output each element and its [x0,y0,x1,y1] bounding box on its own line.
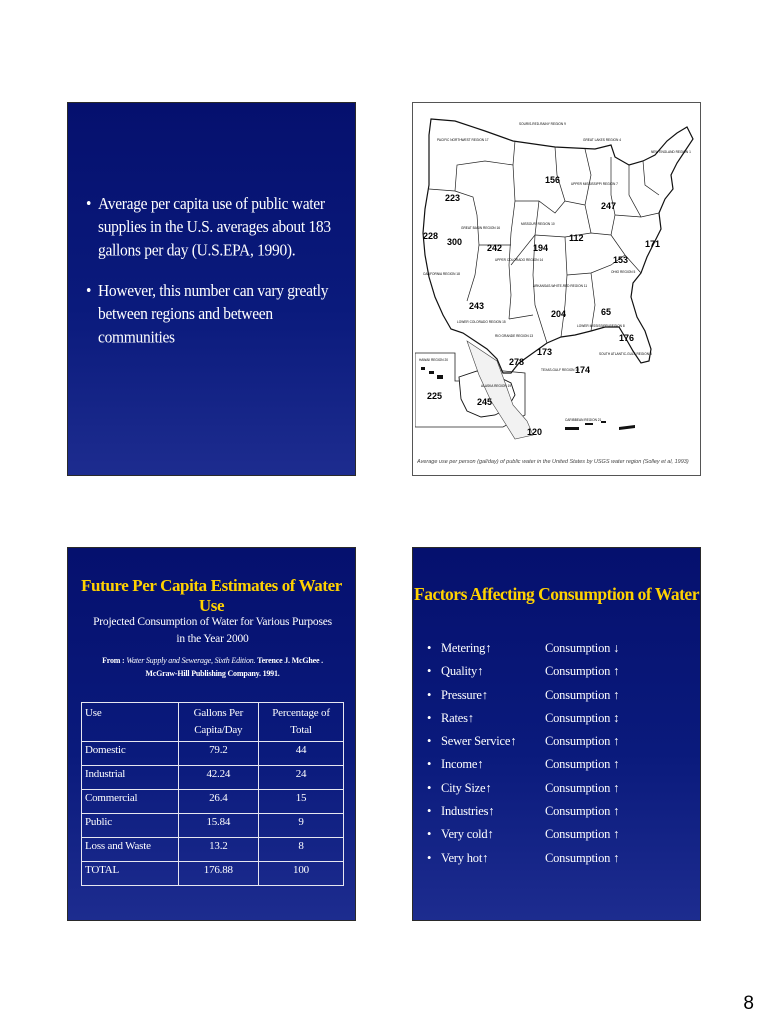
map-value: 153 [613,255,629,265]
map-value: 243 [469,301,485,311]
table-cell: 44 [259,742,344,766]
region-label: UPPER COLORADO REGION 14 [495,258,544,262]
table-cell: 100 [259,862,344,886]
table-cell: Industrial [82,766,179,790]
map-value: 65 [601,307,612,317]
table-row [82,766,344,790]
slide-subtitle: Projected Consumption of Water for Various Purposes in the Year 2000 [93,616,332,645]
map-value: 245 [477,397,493,407]
region-label: NEW ENGLAND REGION 1 [651,150,691,154]
region-label: CALIFORNIA REGION 18 [423,272,460,276]
region-label: SOUTH ATLANTIC-GULF REGION 3 [599,352,652,356]
table-cell: 42.24 [178,766,258,790]
factor-effect: Consumption ↑ [545,734,620,749]
factor-effect: Consumption ↑ [545,687,620,702]
region-label: UPPER MISSISSIPPI REGION 7 [571,182,618,186]
map-value: 247 [601,201,617,211]
table-row [82,814,344,838]
map-value: 194 [533,243,549,253]
region-label: ALASKA REGION 19 [481,384,512,388]
table-header: Percentage of Total [259,703,344,742]
region-label: GREAT BASIN REGION 16 [461,226,501,230]
table-cell: 8 [259,838,344,862]
table-cell: 79.2 [178,742,258,766]
consumption-table [81,702,344,886]
slide-us-water-map [412,102,701,476]
factor-effect: Consumption ↑ [545,827,620,842]
map-value: 171 [645,239,661,249]
list-item: • Pressure↑ Consumption ↑ [427,685,687,708]
factor-label: Rates↑ [441,710,474,725]
slide-title: Future Per Capita Estimates of Water Use [81,576,342,615]
map-value: 156 [545,175,561,185]
table-cell: 9 [259,814,344,838]
table-cell: Loss and Waste [82,838,179,862]
factor-label: Industries↑ [441,804,495,819]
table-row [82,790,344,814]
factor-effect: Consumption ↑ [545,780,620,795]
table-header-row [82,703,344,742]
table-cell: Commercial [82,790,179,814]
factor-effect: Consumption ↑ [545,850,620,865]
table-cell: 176.88 [178,862,258,886]
list-item: • Quality↑ Consumption ↑ [427,661,687,684]
us-water-regions-map [415,105,698,449]
map-value: 278 [509,357,525,367]
table-cell: Public [82,814,179,838]
slide-title: Factors Affecting Consumption of Water [414,584,699,604]
table-header: Use [82,703,179,742]
list-item: • Rates↑ Consumption ↕ [427,708,687,731]
region-label: CARIBBEAN REGION 21 [565,418,602,422]
factor-effect: Consumption ↕ [545,710,620,725]
region-label: OHIO REGION 5 [611,270,636,274]
region-label: SOURIS-RED-RAINY REGION 9 [519,122,566,126]
table-cell: Domestic [82,742,179,766]
list-item: • Very cold↑ Consumption ↑ [427,824,687,847]
table-row [82,742,344,766]
map-value: 174 [575,365,591,375]
slide-consumption-factors [412,547,701,921]
map-value: 204 [551,309,567,319]
table-cell: 24 [259,766,344,790]
slide-future-estimates [67,547,356,921]
factor-effect: Consumption ↑ [545,664,620,679]
factor-effect: Consumption ↓ [545,641,620,655]
table-row [82,862,344,886]
factor-label: Metering↑ [441,641,492,655]
region-label: LOWER COLORADO REGION 15 [457,320,506,324]
map-value: 176 [619,333,635,343]
region-label: PACIFIC NORTHWEST REGION 17 [437,138,489,142]
list-item: • City Size↑ Consumption ↑ [427,778,687,801]
factor-label: Income↑ [441,757,484,772]
source-citation [86,654,339,680]
list-item: • Metering↑ Consumption ↓ [427,638,687,661]
list-item: • Sewer Service↑ Consumption ↑ [427,731,687,754]
table-cell: 13.2 [178,838,258,862]
table-cell: 15 [259,790,344,814]
source-book: Water Supply and Sewerage, Sixth Edition. [126,656,256,665]
region-label: LOWER MISSISSIPPI REGION 8 [577,324,625,328]
region-label: GREAT LAKES REGION 4 [583,138,621,142]
page-number: 8 [743,993,754,1014]
map-value: 112 [569,233,584,243]
region-label: TEXAS-GULF REGION 12 [541,368,579,372]
map-value: 228 [423,231,439,241]
source-rest: Terence J. McGhee . McGraw-Hill Publishing Company. 1991. [145,656,323,678]
list-item: • Industries↑ Consumption ↑ [427,801,687,824]
bullet-item: • However, this number can vary greatly between regions and between communities [86,280,348,350]
map-value: 120 [527,427,543,437]
table-header: Gallons Per Capita/Day [178,703,258,742]
factor-effect: Consumption ↑ [545,804,620,819]
map-value: 225 [427,391,443,401]
factor-label: Sewer Service↑ [441,734,517,749]
table-row [82,838,344,862]
region-label: MISSOURI REGION 10 [521,222,555,226]
bullet-item: • Average per capita use of public water supplies in the U.S. averages about 183 gallons per day (U.S.EPA, 1990). [86,193,348,263]
bullet-list [86,195,348,369]
factor-label: Quality↑ [441,664,484,679]
factor-label: Very cold↑ [441,827,494,842]
caribbean-islands [565,421,635,430]
table-cell: 15.84 [178,814,258,838]
region-label: RIO GRANDE REGION 13 [495,334,534,338]
map-caption: Average use per person (gal/day) of public water in the United States by USGS water region (Solley et al, 1993) [417,459,689,465]
factor-list [427,638,687,871]
factor-label: City Size↑ [441,780,492,795]
table-cell: 26.4 [178,790,258,814]
map-value: 300 [447,237,463,247]
region-label: HAWAII REGION 20 [419,358,448,362]
list-item: • Very hot↑ Consumption ↑ [427,848,687,871]
factor-effect: Consumption ↑ [545,757,620,772]
map-value: 223 [445,193,461,203]
table-cell: TOTAL [82,862,179,886]
factor-label: Very hot↑ [441,850,489,865]
source-prefix: From : [102,656,125,665]
slide-per-capita-use [67,102,356,476]
map-value: 242 [487,243,503,253]
map-value: 173 [537,347,553,357]
factor-label: Pressure↑ [441,687,488,702]
list-item: • Income↑ Consumption ↑ [427,754,687,777]
region-label: ARKANSAS-WHITE-RED REGION 11 [533,284,588,288]
hawaii-islands [421,367,443,379]
